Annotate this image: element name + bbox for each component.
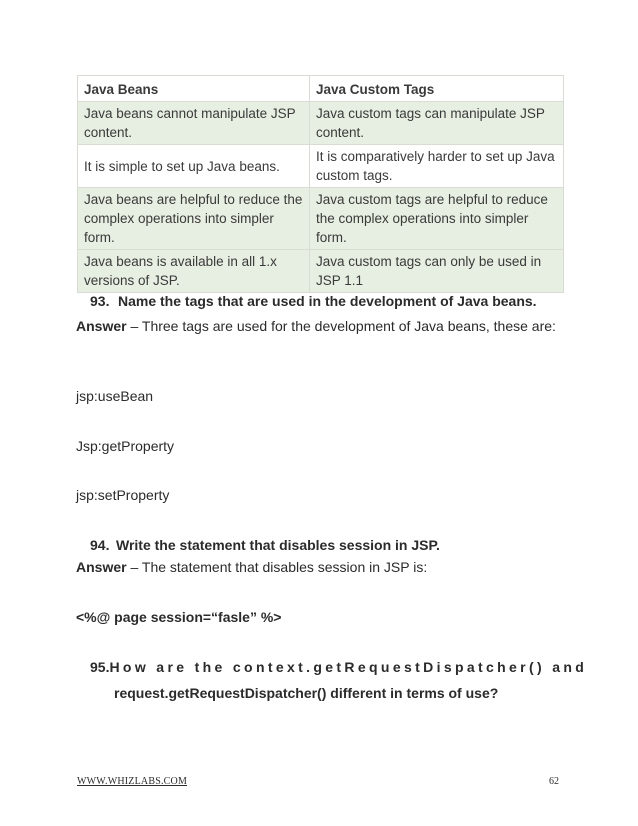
- answer-label: Answer: [76, 559, 127, 575]
- question-text-line1: How are the context.getRequestDispatcher() and: [109, 659, 588, 675]
- question-93: [90, 293, 537, 309]
- table-cell: Java custom tags can only be used in JSP 1.1: [310, 250, 564, 293]
- question-number: 95.: [90, 659, 110, 675]
- table-cell: It is simple to set up Java beans.: [78, 145, 310, 188]
- tag-item: jsp:setProperty: [76, 487, 170, 503]
- table-cell: Java beans cannot manipulate JSP content.: [78, 102, 310, 145]
- answer-text: – The statement that disables session in JSP is:: [126, 559, 428, 575]
- footer-website-link[interactable]: WWW.WHIZLABS.COM: [77, 776, 188, 787]
- page-number: 62: [549, 776, 559, 787]
- table-cell: Java custom tags can manipulate JSP content.: [310, 102, 564, 145]
- answer-text: – Three tags are used for the development of Java beans, these are:: [126, 318, 556, 334]
- tag-item: jsp:useBean: [76, 388, 154, 404]
- table-cell: Java beans is available in all 1.x versions of JSP.: [78, 250, 310, 293]
- question-text: Name the tags that are used in the development of Java beans.: [118, 293, 537, 309]
- table-row: [78, 145, 564, 188]
- table-cell: Java beans are helpful to reduce the complex operations into simpler form.: [78, 188, 310, 250]
- table-row: [78, 102, 564, 145]
- code-statement: <%@ page session=“fasle” %>: [76, 609, 282, 625]
- question-94: [90, 537, 440, 553]
- question-text: Write the statement that disables session in JSP.: [116, 537, 440, 553]
- table-cell: Java custom tags are helpful to reduce the complex operations into simpler form.: [310, 188, 564, 250]
- question-text-line2: request.getRequestDispatcher() different in terms of use?: [114, 685, 499, 701]
- table-row: [78, 188, 564, 250]
- answer-93: [76, 313, 563, 340]
- table-row: [78, 250, 564, 293]
- table-header-cell: Java Custom Tags: [310, 76, 564, 102]
- question-number: 94.: [90, 537, 110, 553]
- answer-label: Answer: [76, 318, 127, 334]
- question-number: 93.: [90, 293, 110, 309]
- question-95: [90, 659, 588, 701]
- table-header-row: [78, 76, 564, 102]
- table-cell: It is comparatively harder to set up Java custom tags.: [310, 145, 564, 188]
- answer-94: [76, 554, 563, 581]
- comparison-table: [77, 75, 564, 293]
- tag-item: Jsp:getProperty: [76, 438, 175, 454]
- table-header-cell: Java Beans: [78, 76, 310, 102]
